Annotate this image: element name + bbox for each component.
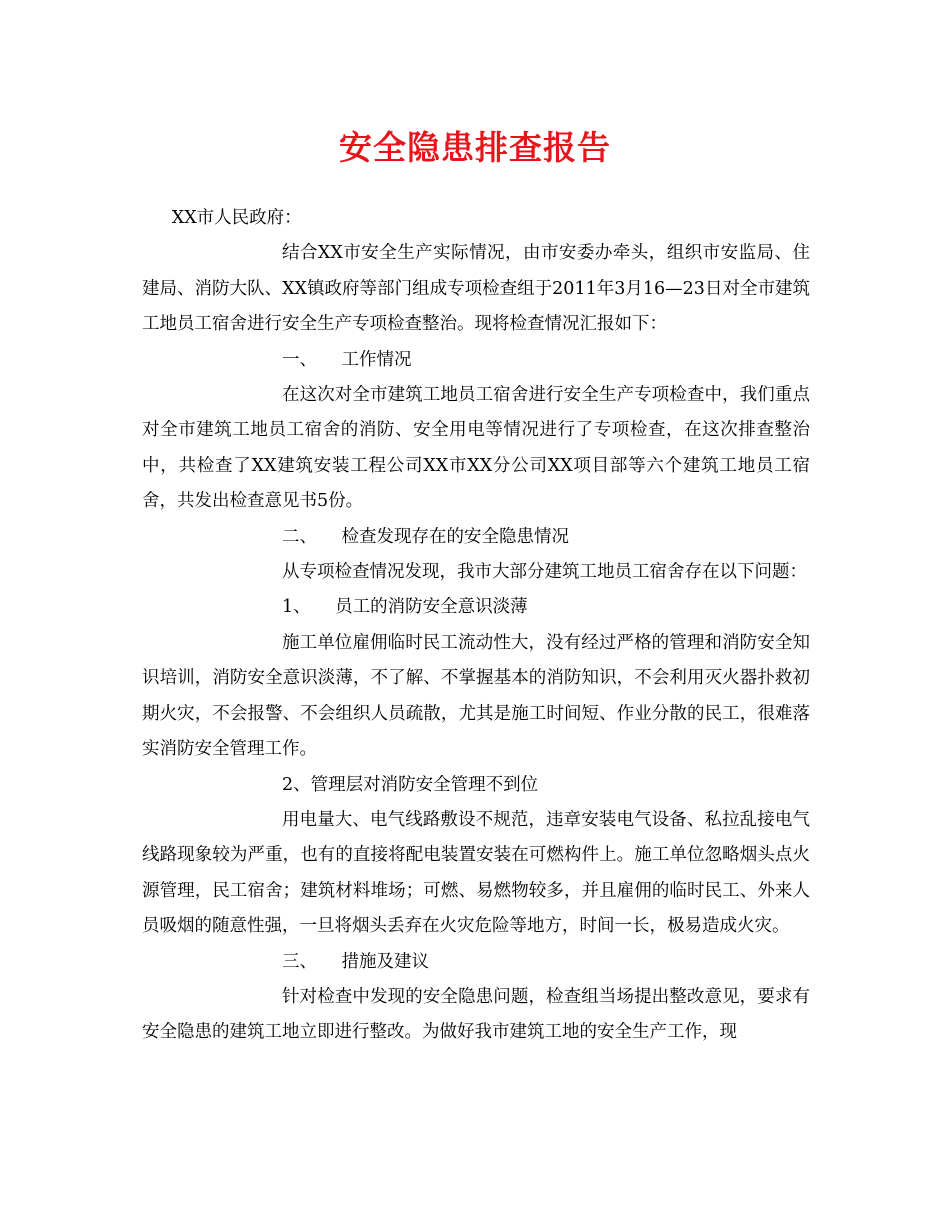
section-title-3: 措施及建议: [341, 951, 429, 972]
document-body: [142, 201, 810, 1051]
section-heading-2: [142, 520, 810, 555]
section-title-1: 工作情况: [341, 349, 412, 370]
subsection-heading-1: [142, 590, 810, 625]
management-paragraph: 用电量大、电气线路敷设不规范，违章安装电气设备、私拉乱接电气线路现象较为严重，也有的直接将配电装置安装在可燃构件上。施工单位忽略烟头点火源管理，民工宿舍；建筑材料堆场；可燃、易燃物较多，并且雇佣的临时民工、外来人员吸烟的随意性强，一旦将烟头丢弃在火灾危险等地方，时间一长，极易造成火灾。: [142, 809, 810, 937]
subsection-heading-2: 2、管理层对消防安全管理不到位: [282, 774, 539, 795]
awareness-paragraph: 施工单位雇佣临时民工流动性大，没有经过严格的管理和消防安全知识培训，消防安全意识淡薄，不了解、不掌握基本的消防知识，不会利用灭火器扑救初期火灾，不会报警、不会组织人员疏散，尤其是施工时间短、作业分散的民工，很难落实消防安全管理工作。: [142, 632, 810, 760]
section-heading-3: [142, 945, 810, 980]
section-number-1: 一、: [282, 349, 317, 370]
measures-paragraph: 针对检查中发现的安全隐患问题，检查组当场提出整改意见，要求有安全隐患的建筑工地立即进行整改。为做好我市建筑工地的安全生产工作，现: [142, 986, 810, 1043]
document-title: 安全隐患排查报告: [339, 128, 611, 167]
subsection-title-1: 员工的消防安全意识淡薄: [335, 597, 528, 618]
section-title-2: 检查发现存在的安全隐患情况: [341, 526, 569, 547]
salutation: XX市人民政府：: [171, 208, 302, 228]
section-heading-1: [142, 343, 810, 378]
subsection-number-1: 1、: [282, 597, 311, 618]
findings-paragraph: 从专项检查情况发现，我市大部分建筑工地员工宿舍存在以下问题：: [282, 562, 807, 583]
section-number-3: 三、: [282, 951, 317, 972]
section-number-2: 二、: [282, 526, 317, 547]
work-paragraph: 在这次对全市建筑工地员工宿舍进行安全生产专项检查中，我们重点对全市建筑工地员工宿舍的消防、安全用电等情况进行了专项检查，在这次排查整治中，共检查了XX建筑安装工程公司XX市XX分公司XX项目部等六个建筑工地员工宿舍，共发出检查意见书5份。: [142, 385, 810, 512]
intro-paragraph: 结合XX市安全生产实际情况，由市安委办牵头，组织市安监局、住建局、消防大队、XX镇政府等部门组成专项检查组于2011年3月16—23日对全市建筑工地员工宿舍进行安全生产专项检查整治。现将检查情况汇报如下：: [142, 243, 810, 335]
